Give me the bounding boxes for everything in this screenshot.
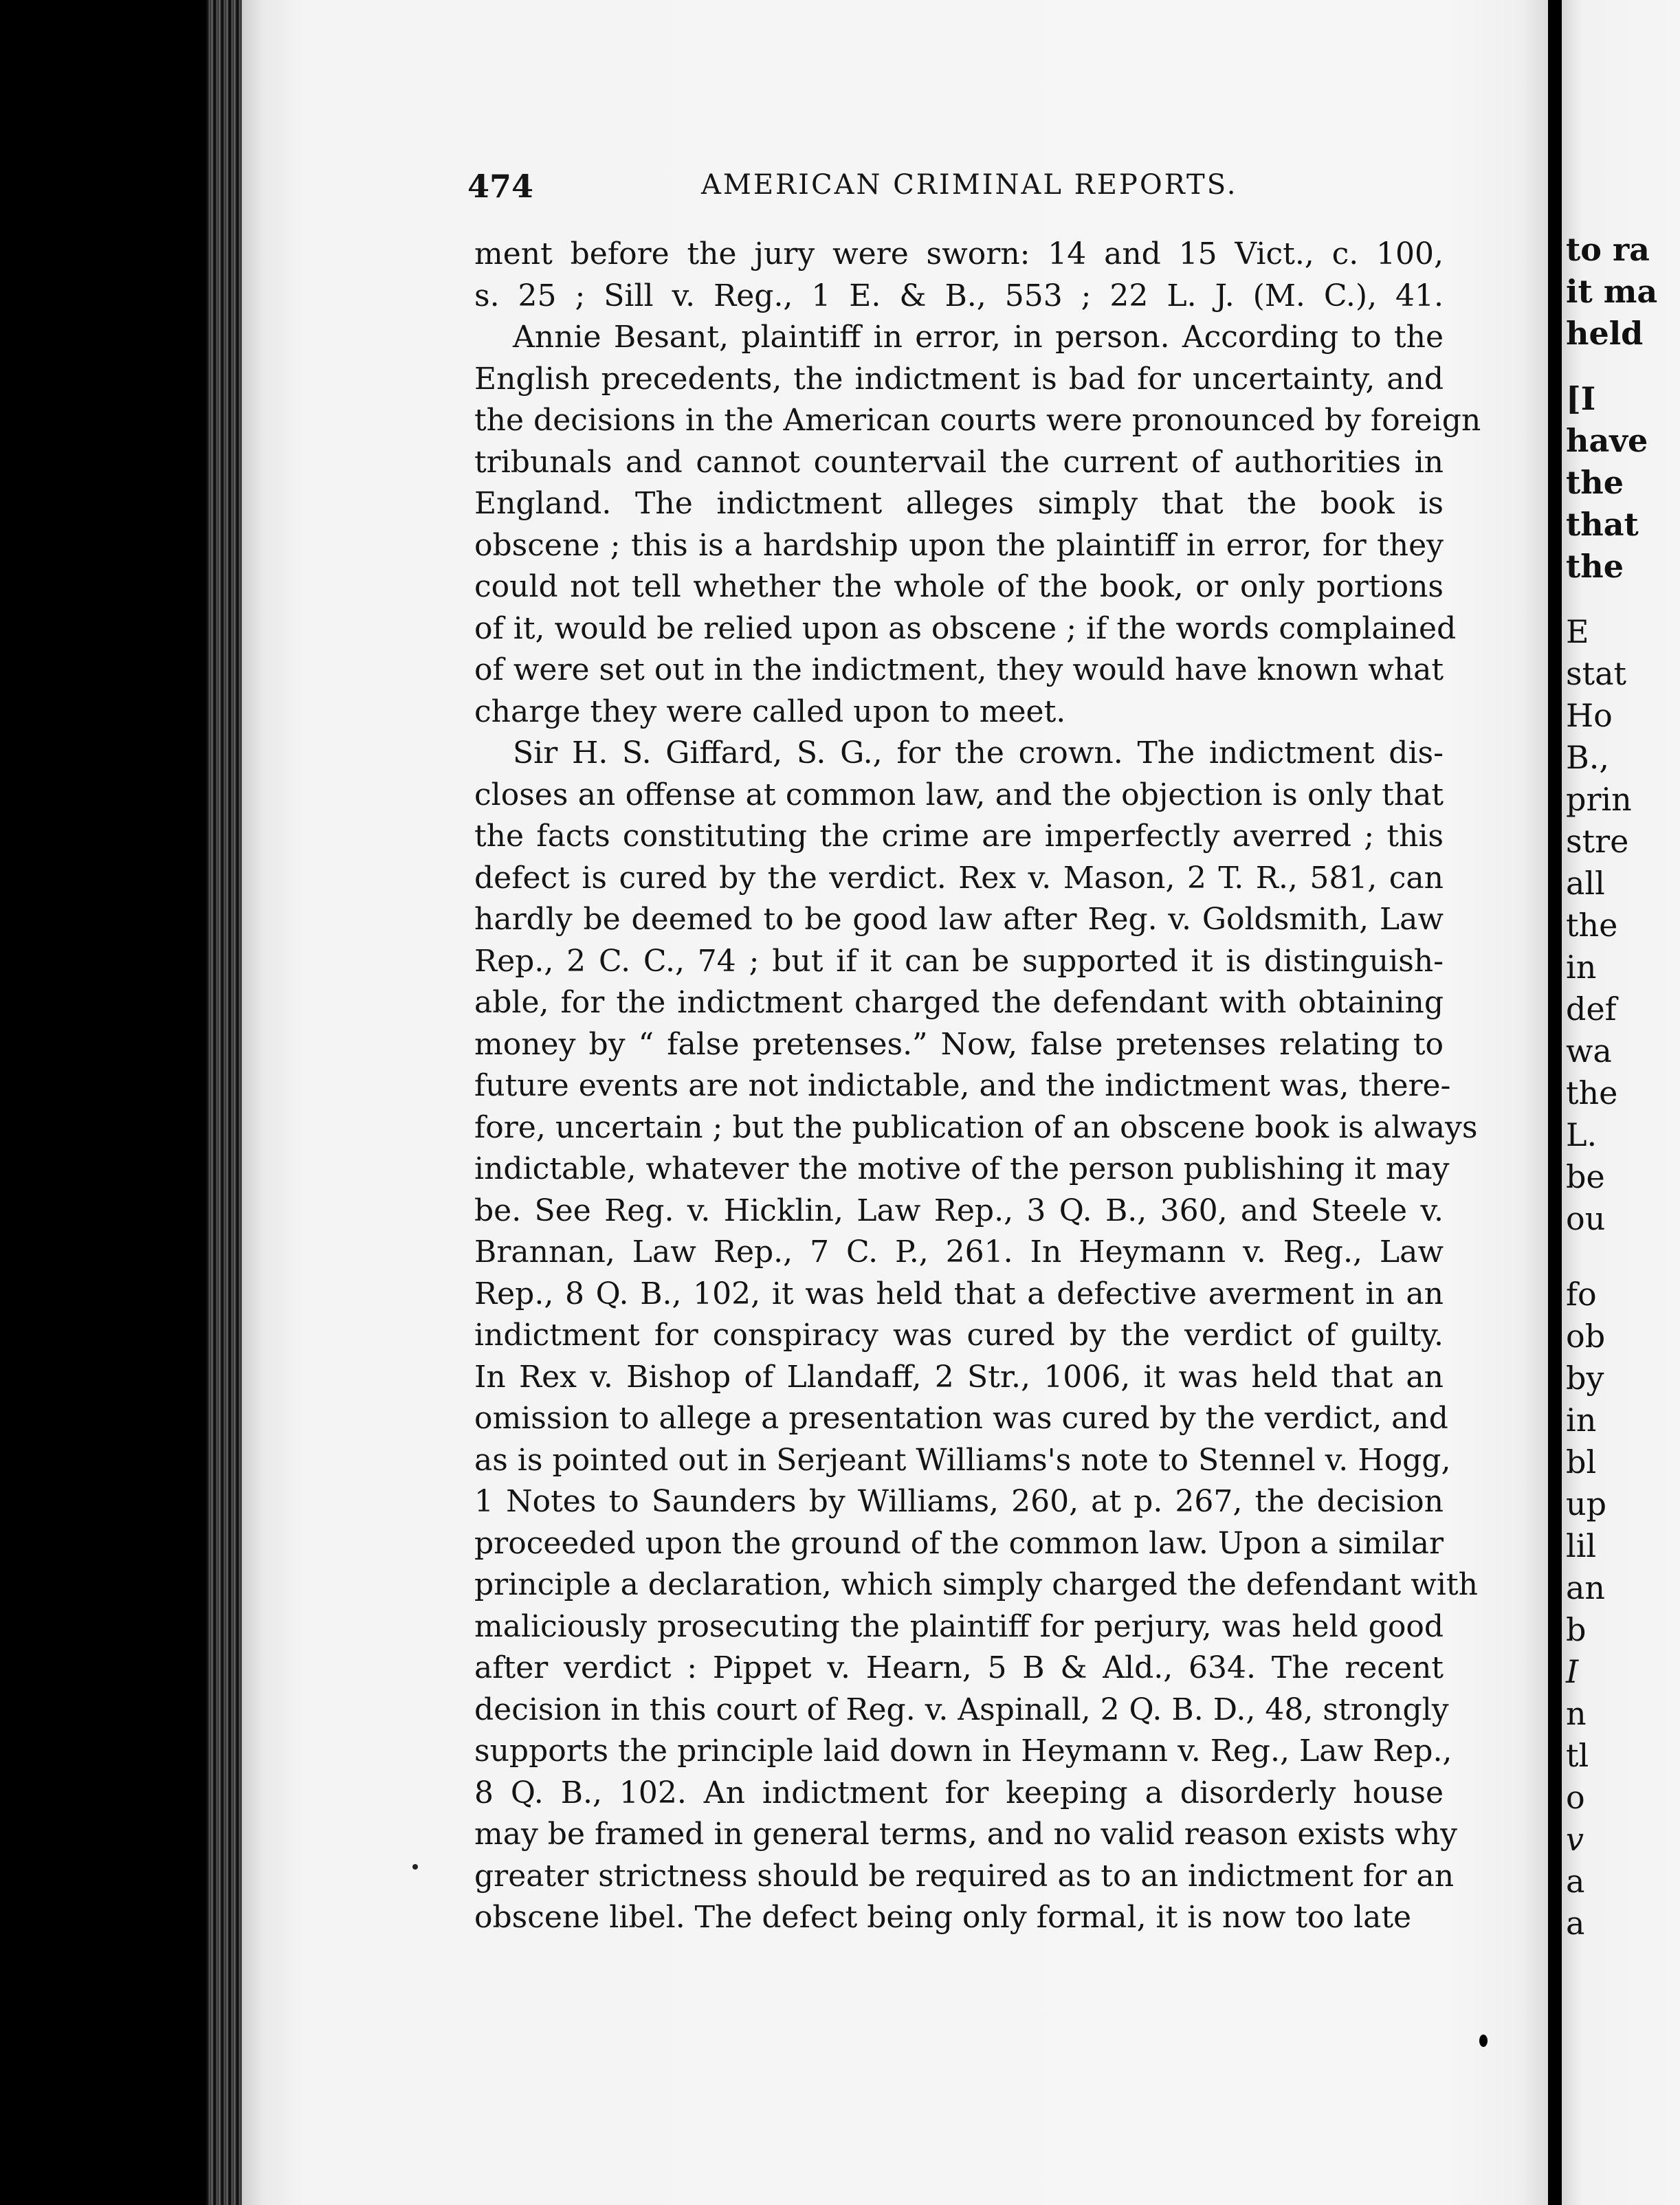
facing-page-text-fragment: v [1566,1821,1584,1858]
text-line: Annie Besant, plaintiff in error, in person. According to the [513,320,1444,355]
left-dark-margin [0,0,206,2205]
facing-page-text-fragment: a [1566,1905,1585,1942]
facing-page-text-fragment: be [1566,1158,1605,1195]
text-line: defect is cured by the verdict. Rex v. Mason, 2 T. R., 581, can [474,860,1444,896]
facing-page-text-fragment: prin [1566,781,1632,818]
text-line: ment before the jury were sworn: 14 and 15 Vict., c. 100, [474,236,1444,272]
facing-page-text-fragment: bl [1566,1443,1597,1481]
text-line: supports the principle laid down in Heymann v. Reg., Law Rep., [474,1733,1452,1769]
facing-page-text-fragment: have [1566,422,1648,459]
margin-speck [412,1864,418,1870]
page-edges [206,0,242,2205]
facing-page-text-fragment: held [1566,315,1644,352]
text-line: indictment for conspiracy was cured by the verdict of guilty. [474,1318,1444,1353]
facing-page-text-fragment: the [1566,548,1624,585]
text-line: Sir H. S. Giffard, S. G., for the crown. The indictment dis- [513,735,1444,771]
running-head [467,164,1471,205]
text-line: In Rex v. Bishop of Llandaff, 2 Str., 1006, it was held that an [474,1359,1444,1395]
text-line: future events are not indictable, and the indictment was, there- [474,1068,1451,1103]
text-line: 8 Q. B., 102. An indictment for keeping a disorderly house [474,1775,1444,1810]
facing-page-text-fragment: I [1566,1653,1579,1690]
facing-page-text-fragment: B., [1566,739,1610,776]
text-line: s. 25 ; Sill v. Reg., 1 E. & B., 553 ; 22 L. J. (M. C.), 41. [474,278,1444,313]
text-line: as is pointed out in Serjeant Williams's note to Stennel v. Hogg, [474,1442,1451,1478]
text-line: tribunals and cannot countervail the current of authorities in [474,444,1444,480]
text-line: obscene libel. The defect being only formal, it is now too late [474,1900,1412,1935]
facing-page-text-fragment: a [1566,1863,1585,1900]
facing-page-text-fragment: [I [1566,380,1596,417]
facing-page-text-fragment: the [1566,464,1624,501]
page-number: 474 [467,168,534,205]
text-line: the decisions in the American courts were pronounced by foreign [474,403,1481,438]
text-line: could not tell whether the whole of the book, or only portions [474,569,1444,604]
page-gutter [1548,0,1562,2205]
facing-page-text-fragment: stre [1566,823,1629,860]
text-line: may be framed in general terms, and no valid reason exists why [474,1817,1458,1852]
facing-page-text-fragment: def [1566,990,1617,1028]
facing-page-text-fragment: Ho [1566,697,1613,734]
facing-page-text-fragment: up [1566,1485,1607,1522]
facing-page-text-fragment: by [1566,1360,1604,1397]
text-line: the facts constituting the crime are imperfectly averred ; this [474,819,1444,854]
page-speck [1479,2035,1488,2047]
facing-page-text-fragment: n [1566,1695,1587,1732]
facing-page-text-fragment: L. [1566,1116,1598,1153]
facing-page-fragment [1562,0,1680,2205]
text-line: fore, uncertain ; but the publication of an obscene book is always [474,1109,1478,1145]
facing-page-text-fragment: that [1566,506,1639,543]
facing-page-text-fragment: fo [1566,1276,1597,1313]
text-line: of it, would be relied upon as obscene ; if the words complained [474,610,1457,646]
text-line: greater strictness should be required as to an indictment for an [474,1858,1455,1894]
text-line: proceeded upon the ground of the common law. Upon a similar [474,1525,1444,1561]
facing-page-text-fragment: lil [1566,1527,1597,1564]
facing-page-text-fragment: ob [1566,1318,1606,1355]
facing-page-text-fragment: wa [1566,1032,1612,1070]
text-line: indictable, whatever the motive of the person publishing it may [474,1151,1450,1186]
facing-page-text-fragment: in [1566,1401,1597,1439]
facing-page-text-fragment: o [1566,1779,1585,1816]
facing-page-text-fragment: stat [1566,655,1627,692]
text-line: after verdict : Pippet v. Hearn, 5 B & Ald., 634. The recent [474,1650,1444,1685]
facing-page-text-fragment: an [1566,1569,1606,1606]
text-line: decision in this court of Reg. v. Aspinall, 2 Q. B. D., 48, strongly [474,1692,1449,1727]
facing-page-text-fragment: ou [1566,1200,1606,1237]
text-line: Brannan, Law Rep., 7 C. P., 261. In Heymann v. Reg., Law [474,1234,1444,1270]
facing-page-text-fragment: to ra [1566,231,1650,268]
text-line: closes an offense at common law, and the objection is only that [474,777,1444,812]
facing-page-text-fragment: the [1566,907,1618,944]
text-line: England. The indictment alleges simply that the book is [474,486,1444,521]
page-body-text [474,234,1481,1939]
text-line: omission to allege a presentation was cured by the verdict, and [474,1401,1448,1436]
facing-page-text-fragment: the [1566,1074,1618,1111]
text-line: hardly be deemed to be good law after Reg. v. Goldsmith, Law [474,902,1444,937]
facing-page-text-fragment: all [1566,865,1605,902]
facing-page-text-fragment: in [1566,949,1597,986]
text-line: English precedents, the indictment is bad for uncertainty, and [474,361,1444,397]
text-line: money by “ false pretenses.” Now, false pretenses relating to [474,1026,1444,1062]
text-line: Rep., 8 Q. B., 102, it was held that a defective averment in an [474,1276,1444,1311]
text-line: principle a declaration, which simply charged the defendant with [474,1567,1478,1602]
text-line: Rep., 2 C. C., 74 ; but if it can be supported it is distinguish- [474,943,1444,979]
text-line: be. See Reg. v. Hicklin, Law Rep., 3 Q. B., 360, and Steele v. [474,1193,1444,1228]
text-line: 1 Notes to Saunders by Williams, 260, at p. 267, the decision [474,1484,1444,1519]
text-line: maliciously prosecuting the plaintiff for perjury, was held good [474,1608,1444,1644]
facing-page-text-fragment: it ma [1566,273,1658,310]
facing-page-text-fragment: tl [1566,1737,1589,1774]
facing-page-text-fragment: E [1566,613,1589,650]
running-title: AMERICAN CRIMINAL REPORTS. [701,169,1238,201]
facing-page-text-fragment: b [1566,1611,1587,1648]
text-line: able, for the indictment charged the defendant with obtaining [474,985,1444,1020]
text-line: charge they were called upon to meet. [474,694,1066,729]
text-line: obscene ; this is a hardship upon the plaintiff in error, for they [474,527,1444,563]
text-line: of were set out in the indictment, they would have known what [474,652,1444,687]
